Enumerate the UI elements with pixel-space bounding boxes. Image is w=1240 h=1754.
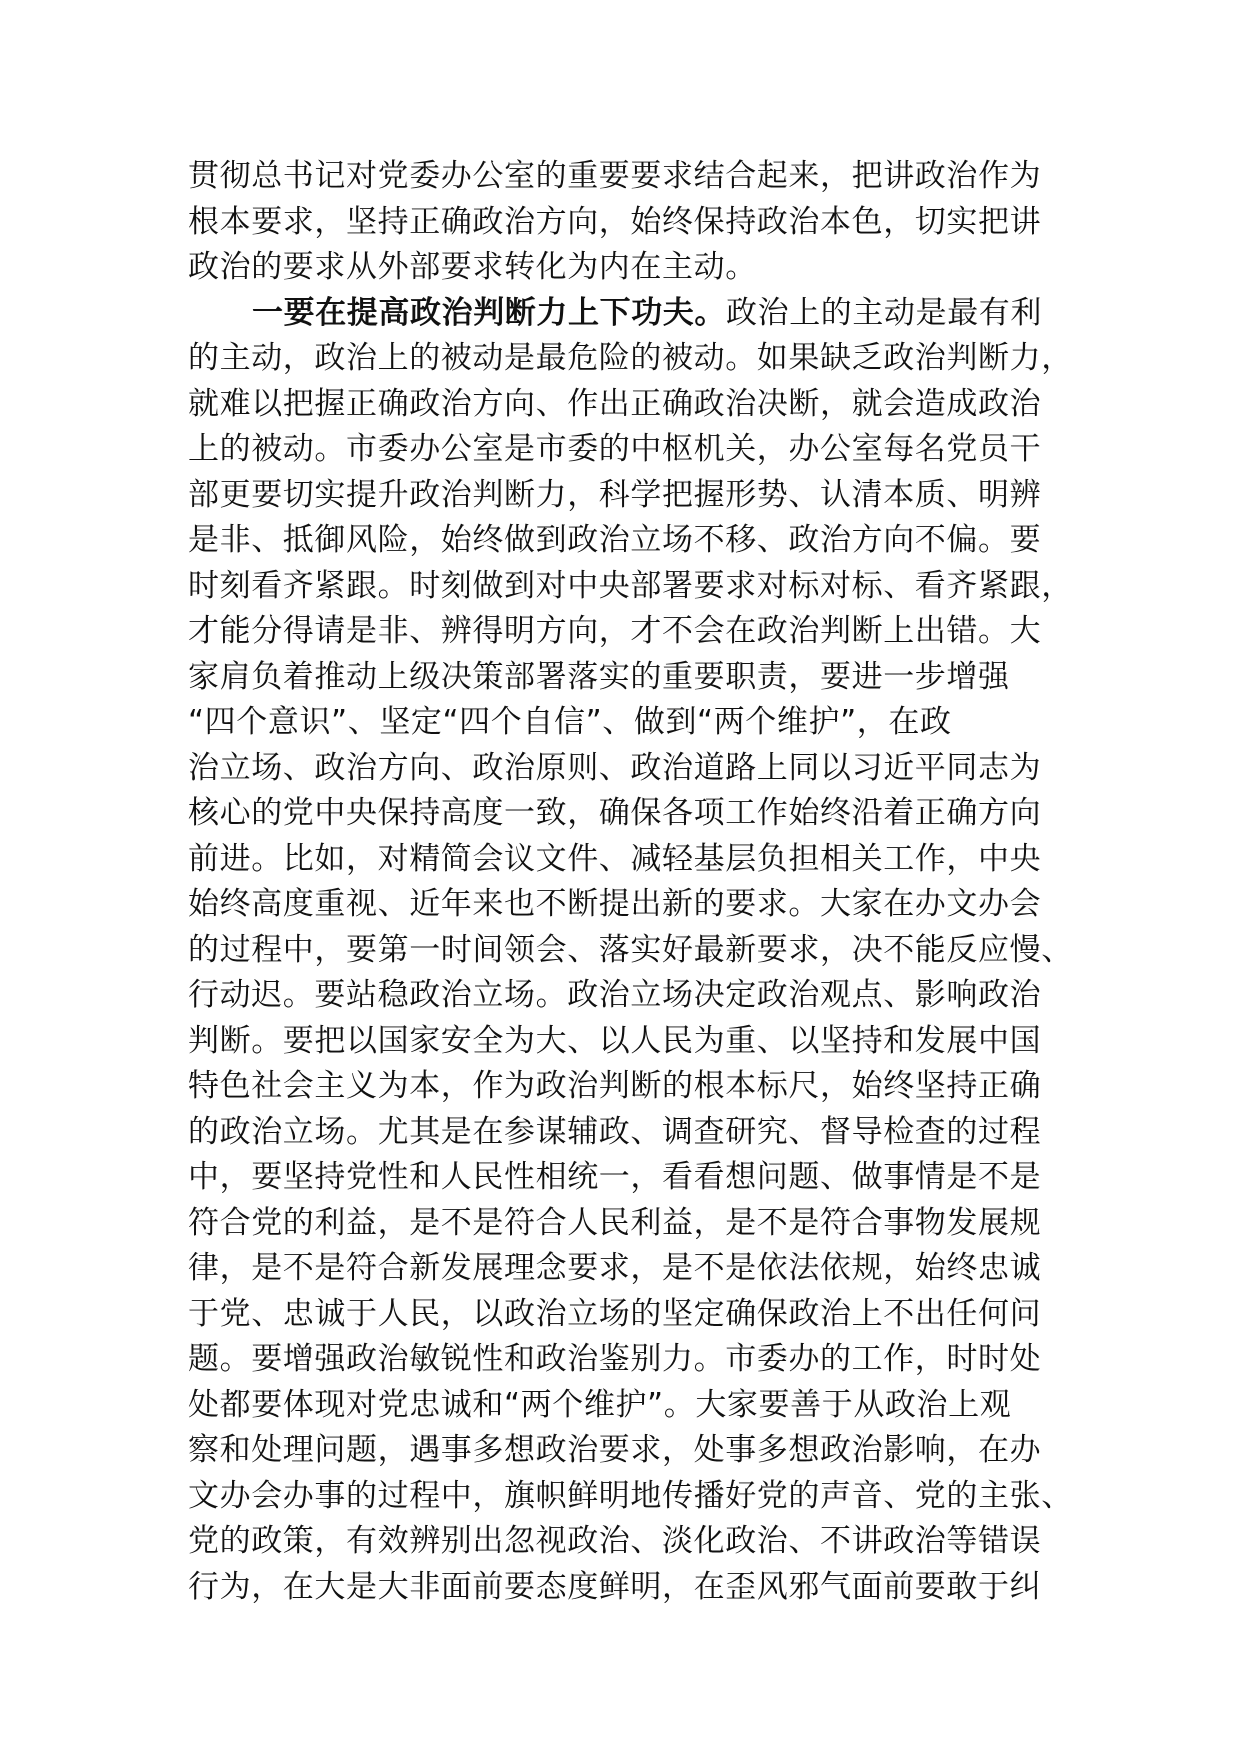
paragraph-1-line: 政治的要求从外部要求转化为内在主动。 [188,249,757,285]
paragraph-2-line: 题。要增强政治敏锐性和政治鉴别力。市委办的工作，时时处 [188,1341,1042,1377]
paragraph-2-line: 始终高度重视、近年来也不断提出新的要求。大家在办文办会 [188,886,1042,922]
paragraph-2-line: 时刻看齐紧跟。时刻做到对中央部署要求对标对标、看齐紧跟， [188,567,1073,604]
paragraph-2-line: 部更要切实提升政治判断力，科学把握形势、认清本质、明辨 [188,476,1042,513]
paragraph-2-line: 的主动，政治上的被动是最危险的被动。如果缺乏政治判断力， [188,340,1073,376]
paragraph-2-line: 家肩负着推动上级决策部署落实的重要职责，要进一步增强 [188,658,1010,695]
paragraph-2-line: 察和处理问题，遇事多想政治要求，处事多想政治影响，在办 [188,1432,1042,1468]
paragraph-1 [188,154,1068,291]
paragraph-2-line: 前进。比如，对精简会议文件、减轻基层负担相关工作，中央 [188,840,1042,877]
paragraph-2-line: 文办会办事的过程中，旗帜鲜明地传播好党的声音、党的主张、 [188,1477,1073,1514]
paragraph-2-line: 行动迟。要站稳政治立场。政治立场决定政治观点、影响政治 [188,977,1042,1013]
paragraph-2-first-line-text: 政治上的主动是最有利 [726,294,1042,331]
paragraph-2-line: 的政治立场。尤其是在参谋辅政、调查研究、督导检查的过程 [188,1113,1042,1150]
paragraph-2-line: 才能分得请是非、辨得明方向，才不会在政治判断上出错。大 [188,613,1042,649]
document-body [188,154,1073,1610]
paragraph-2-line: 上的被动。市委办公室是市委的中枢机关，办公室每名党员干 [188,431,1042,467]
paragraph-2-line: 律，是不是符合新发展理念要求，是不是依法依规，始终忠诚 [188,1250,1042,1286]
paragraph-2-line: 党的政策，有效辨别出忽视政治、淡化政治、不讲政治等错误 [188,1523,1042,1559]
paragraph-2-line: 符合党的利益，是不是符合人民利益，是不是符合事物发展规 [188,1204,1042,1241]
paragraph-2-line: 核心的党中央保持高度一致，确保各项工作始终沿着正确方向 [188,795,1042,831]
paragraph-2-line: 是非、抵御风险，始终做到政治立场不移、政治方向不偏。要 [188,522,1042,558]
paragraph-2-line: “四个意识”、坚定“四个自信”、做到“两个维护”，在政 [188,704,952,740]
paragraph-2-line: 于党、忠诚于人民，以政治立场的坚定确保政治上不出任何问 [188,1295,1042,1332]
paragraph-2-heading: 一要在提高政治判断力上下功夫。 [252,294,726,331]
paragraph-1-line: 根本要求，坚持正确政治方向，始终保持政治本色，切实把讲 [188,203,1042,240]
paragraph-2-line: 判断。要把以国家安全为大、以人民为重、以坚持和发展中国 [188,1022,1042,1059]
paragraph-2-line: 特色社会主义为本，作为政治判断的根本标尺，始终坚持正确 [188,1068,1042,1104]
paragraph-2 [188,291,1073,1611]
paragraph-2-line: 就难以把握正确政治方向、作出正确政治决断，就会造成政治 [188,385,1042,422]
paragraph-2-line: 中，要坚持党性和人民性相统一，看看想问题、做事情是不是 [188,1159,1042,1195]
paragraph-2-line: 治立场、政治方向、政治原则、政治道路上同以习近平同志为 [188,749,1042,786]
paragraph-2-first-line [188,291,1068,337]
paragraph-2-line: 的过程中，要第一时间领会、落实好最新要求，决不能反应慢、 [188,931,1073,968]
paragraph-1-line: 贯彻总书记对党委办公室的重要要求结合起来，把讲政治作为 [188,158,1042,194]
paragraph-2-line: 行为，在大是大非面前要态度鲜明，在歪风邪气面前要敢于纠 [188,1568,1042,1605]
paragraph-2-line: 处都要体现对党忠诚和“两个维护”。大家要善于从政治上观 [188,1386,1012,1423]
